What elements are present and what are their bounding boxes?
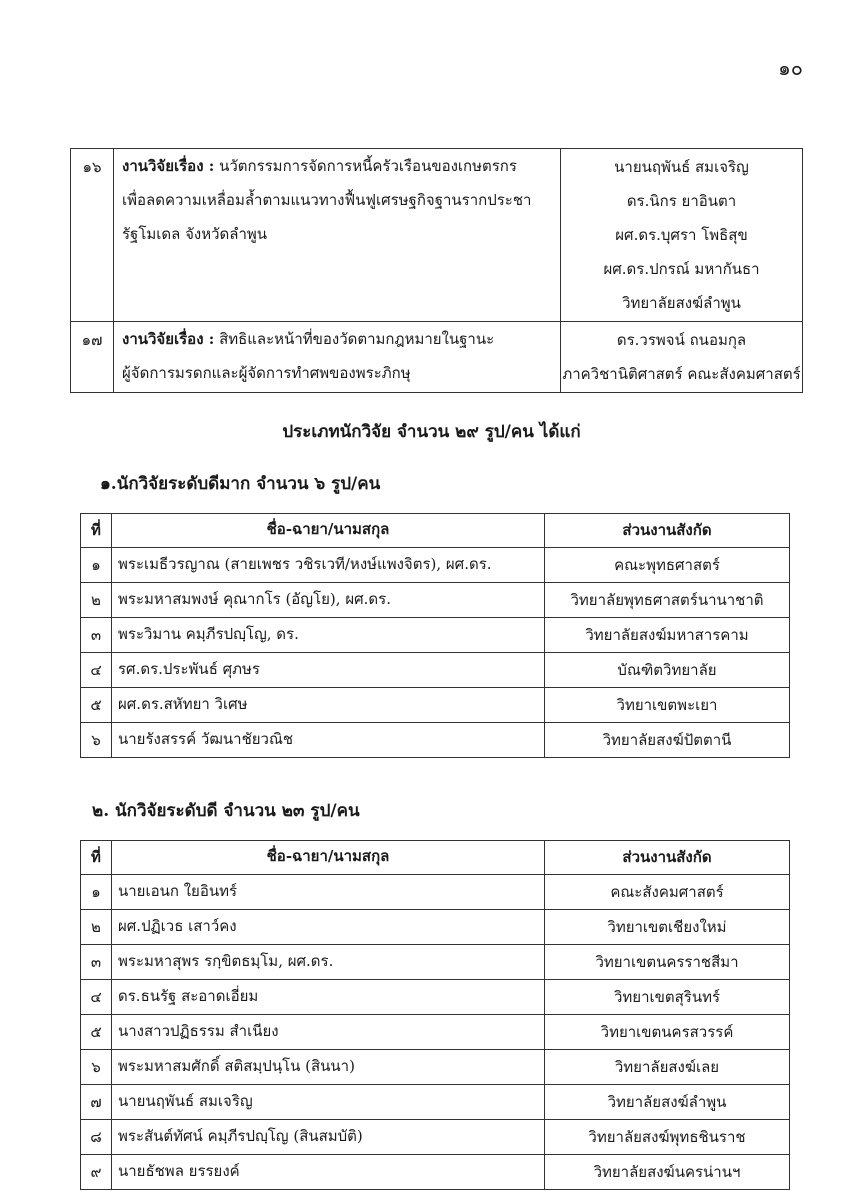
author-line: ดร.นิกร ยาอินตา xyxy=(626,192,737,210)
author-line: ผศ.ดร.บุศรา โพธิสุข xyxy=(615,226,748,244)
table-row xyxy=(81,618,790,653)
row-no: ๔ xyxy=(81,980,112,1015)
row-name: นายรังสรรค์ วัฒนาชัยวณิช xyxy=(112,723,545,758)
row-name: นางสาวปฏิธรรม สำเนียง xyxy=(112,1015,545,1050)
header-no: ที่ xyxy=(81,514,112,548)
row-dept: วิทยาเขตพะเยา xyxy=(545,688,790,723)
project-title-line: เพื่อลดความเหลื่อมล้ำตามแนวทางฟื้นฟูเศรษฐกิจฐานรากประชา xyxy=(122,191,532,209)
row-name: พระมหาสมศักดิ์ สติสมฺปนฺโน (สินนา) xyxy=(112,1050,545,1085)
author-line: วิทยาลัยสงฆ์ลำพูน xyxy=(622,294,741,312)
table-row xyxy=(81,980,790,1015)
row-name: ผศ.ปฏิเวธ เสาว์คง xyxy=(112,910,545,945)
row-dept: วิทยาลัยสงฆ์พุทธชินราช xyxy=(545,1120,790,1155)
table-row xyxy=(81,583,790,618)
row-name: รศ.ดร.ประพันธ์ ศุภษร xyxy=(112,653,545,688)
table-row xyxy=(81,945,790,980)
row-name: พระสันต์ทัศน์ คมฺภีรปญฺโญ (สินสมบัติ) xyxy=(112,1120,545,1155)
row-dept: วิทยาลัยสงฆ์ลำพูน xyxy=(545,1085,790,1120)
row-no: ๗ xyxy=(81,1085,112,1120)
row-name: พระเมธีวรญาณ (สายเพชร วชิรเวที/หงษ์แพงจิตร), ผศ.ดร. xyxy=(112,548,545,583)
project-title-prefix: งานวิจัยเรื่อง : xyxy=(122,157,215,175)
table-row xyxy=(71,322,803,393)
header-no: ที่ xyxy=(81,841,112,875)
author-line: ผศ.ดร.ปกรณ์ มหากันธา xyxy=(603,260,760,278)
row-name: นายธัชพล ยรรยงค์ xyxy=(112,1155,545,1190)
table-row xyxy=(81,548,790,583)
group2-title: ๒. นักวิจัยระดับดี จำนวน ๒๓ รูป/คน xyxy=(92,801,360,821)
table-header-row xyxy=(81,514,790,548)
project-title-line: สิทธิและหน้าที่ของวัดตามกฎหมายในฐานะ xyxy=(219,330,495,348)
row-dept: วิทยาลัยสงฆ์นครน่านฯ xyxy=(545,1155,790,1190)
row-dept: วิทยาเขตเชียงใหม่ xyxy=(545,910,790,945)
row-dept: วิทยาลัยสงฆ์เลย xyxy=(545,1050,790,1085)
row-name: ผศ.ดร.สหัทยา วิเศษ xyxy=(112,688,545,723)
row-dept: วิทยาเขตนครสวรรค์ xyxy=(545,1015,790,1050)
table-row xyxy=(81,1015,790,1050)
table-row xyxy=(81,688,790,723)
row-no: ๔ xyxy=(81,653,112,688)
table-row xyxy=(81,1155,790,1190)
author-line: ภาควิชานิติศาสตร์ คณะสังคมศาสตร์ xyxy=(562,365,801,383)
table-row xyxy=(81,1120,790,1155)
row-no: ๕ xyxy=(81,688,112,723)
row-no: ๓ xyxy=(81,618,112,653)
row-name: นายนฤพันธ์ สมเจริญ xyxy=(112,1085,545,1120)
row-name: พระวิมาน คมฺภีรปญฺโญ, ดร. xyxy=(112,618,545,653)
row-name: นายเอนก ใยอินทร์ xyxy=(112,875,545,910)
row-no: ๑ xyxy=(81,548,112,583)
row-no: ๓ xyxy=(81,945,112,980)
table-row xyxy=(81,910,790,945)
row-dept: วิทยาลัยสงฆ์ปัตตานี xyxy=(545,723,790,758)
page-number: ๑๐ xyxy=(778,56,803,80)
project-authors xyxy=(561,322,803,393)
row-name: ดร.ธนรัฐ สะอาดเอี่ยม xyxy=(112,980,545,1015)
table-row xyxy=(81,875,790,910)
group1-table xyxy=(80,513,790,758)
row-dept: คณะพุทธศาสตร์ xyxy=(545,548,790,583)
project-authors xyxy=(561,149,803,322)
row-no: ๖ xyxy=(81,723,112,758)
project-title-prefix: งานวิจัยเรื่อง : xyxy=(122,330,215,348)
table-row xyxy=(81,1085,790,1120)
row-dept: วิทยาลัยพุทธศาสตร์นานาชาติ xyxy=(545,583,790,618)
table-row xyxy=(81,723,790,758)
group1-title: ๑.นักวิจัยระดับดีมาก จำนวน ๖ รูป/คน xyxy=(100,474,381,494)
row-dept: บัณฑิตวิทยาลัย xyxy=(545,653,790,688)
project-title-line: ผู้จัดการมรดกและผู้จัดการทำศพของพระภิกษุ xyxy=(122,364,411,382)
header-dept: ส่วนงานสังกัด xyxy=(545,841,790,875)
researchers-heading: ประเภทนักวิจัย จำนวน ๒๙ รูป/คน ได้แก่ xyxy=(282,422,581,442)
table-row xyxy=(71,149,803,322)
projects-table xyxy=(70,148,803,393)
row-dept: คณะสังคมศาสตร์ xyxy=(545,875,790,910)
row-no: ๕ xyxy=(81,1015,112,1050)
row-dept: วิทยาเขตสุรินทร์ xyxy=(545,980,790,1015)
table-row xyxy=(81,653,790,688)
project-title xyxy=(114,149,561,322)
table-row xyxy=(81,1050,790,1085)
author-line: นายนฤพันธ์ สมเจริญ xyxy=(614,158,749,176)
group2-table xyxy=(80,840,790,1190)
project-title-line: รัฐโมเดล จังหวัดลำพูน xyxy=(122,225,268,243)
header-name: ชื่อ-ฉายา/นามสกุล xyxy=(112,841,545,875)
row-no: ๒ xyxy=(81,583,112,618)
project-number: ๑๗ xyxy=(71,322,114,393)
row-name: พระมหาสมพงษ์ คุณากโร (อัญโย), ผศ.ดร. xyxy=(112,583,545,618)
row-name: พระมหาสุพร รกฺขิตธมฺโม, ผศ.ดร. xyxy=(112,945,545,980)
row-no: ๖ xyxy=(81,1050,112,1085)
project-number: ๑๖ xyxy=(71,149,114,322)
author-line: ดร.วรพจน์ ถนอมกุล xyxy=(616,331,747,349)
table-header-row xyxy=(81,841,790,875)
row-dept: วิทยาลัยสงฆ์มหาสารคาม xyxy=(545,618,790,653)
header-dept: ส่วนงานสังกัด xyxy=(545,514,790,548)
header-name: ชื่อ-ฉายา/นามสกุล xyxy=(112,514,545,548)
project-title xyxy=(114,322,561,393)
row-no: ๒ xyxy=(81,910,112,945)
project-title-line: นวัตกรรมการจัดการหนี้ครัวเรือนของเกษตรกร xyxy=(219,157,517,175)
row-dept: วิทยาเขตนครราชสีมา xyxy=(545,945,790,980)
row-no: ๙ xyxy=(81,1155,112,1190)
row-no: ๘ xyxy=(81,1120,112,1155)
row-no: ๑ xyxy=(81,875,112,910)
